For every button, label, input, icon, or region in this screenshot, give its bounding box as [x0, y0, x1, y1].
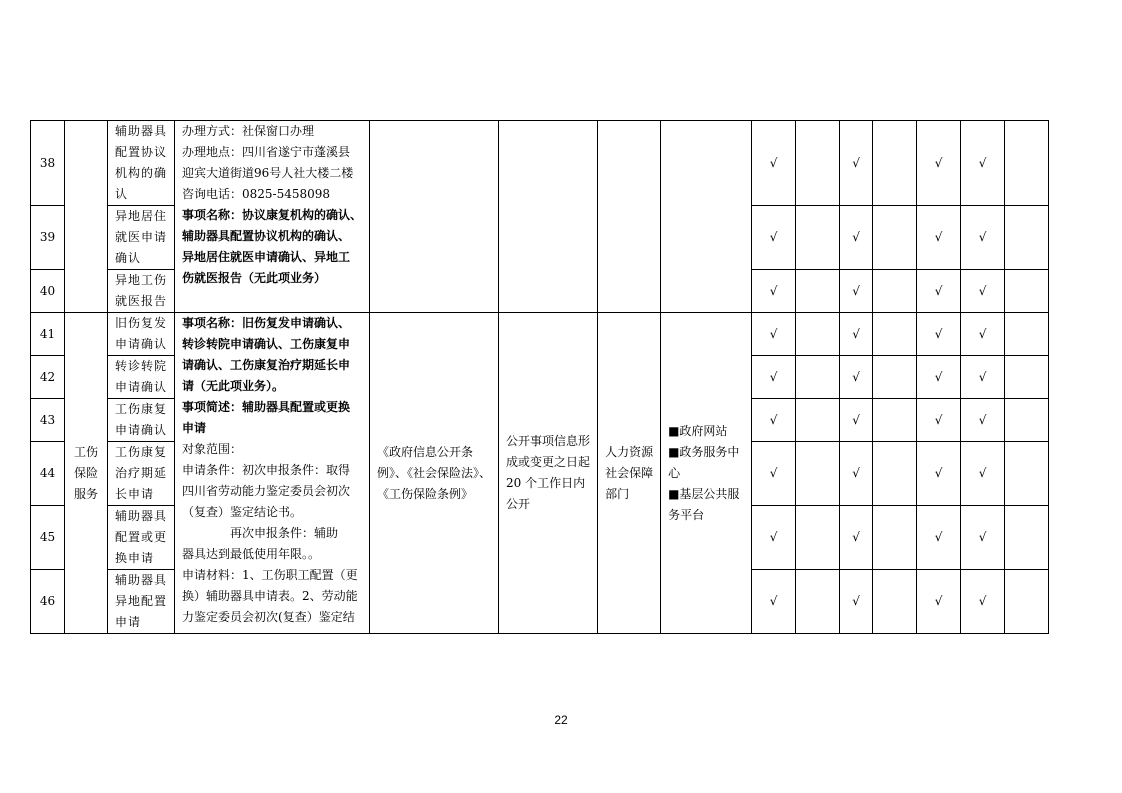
service-name: [108, 506, 175, 570]
description-line: 请确认、工伤康复治疗期延长申: [182, 358, 351, 372]
check-mark: √: [852, 369, 860, 384]
description-line: 事项名称：协议康复机构的确认、: [182, 208, 363, 222]
cell-line: 配置或更: [115, 530, 168, 544]
cell-line: 公开: [506, 497, 531, 511]
cell-line: 辅助器具: [115, 573, 168, 587]
check-cell: [873, 570, 917, 634]
check-mark: √: [934, 412, 943, 427]
check-mark: √: [852, 412, 860, 427]
check-cell: [840, 442, 873, 506]
check-cell: [917, 270, 961, 313]
row-number: 38: [31, 121, 65, 206]
check-mark: √: [978, 326, 987, 341]
check-mark: √: [852, 466, 860, 480]
check-cell: [840, 313, 873, 356]
service-name: [108, 270, 175, 313]
check-cell: [873, 356, 917, 399]
check-mark: √: [934, 283, 943, 298]
cell-line: 务平台: [668, 507, 705, 522]
responsible-department: [598, 313, 661, 634]
check-cell: [840, 399, 873, 442]
check-cell: [961, 399, 1005, 442]
check-mark: √: [978, 283, 987, 298]
description-line: 力鉴定委员会初次(复查）鉴定结: [182, 610, 355, 624]
check-cell: [1005, 121, 1049, 206]
cell-line: 异地配置: [115, 594, 168, 608]
cell-line: 申请: [115, 615, 142, 629]
empty-cell: [370, 121, 499, 313]
check-cell: [961, 506, 1005, 570]
check-mark: √: [769, 594, 778, 608]
check-cell: [873, 506, 917, 570]
check-cell: [752, 570, 796, 634]
cell-line: 服务: [73, 486, 98, 501]
disclosure-time: [499, 313, 598, 634]
description-line: 申请条件：初次申报条件：取得: [182, 463, 351, 477]
description-line: 四川省劳动能力鉴定委员会初次: [182, 484, 351, 498]
check-cell: [917, 399, 961, 442]
check-cell: [796, 506, 840, 570]
check-cell: [1005, 356, 1049, 399]
check-mark: √: [978, 594, 987, 608]
cell-line: 旧伤复发: [115, 316, 168, 330]
check-cell: [1005, 570, 1049, 634]
check-cell: [752, 206, 796, 270]
service-name: [108, 399, 175, 442]
cell-line: 《政府信息公开条: [377, 444, 474, 459]
cell-line: 换申请: [115, 551, 155, 565]
check-cell: [961, 442, 1005, 506]
cell-line: 辅助器具: [115, 124, 168, 138]
cell-line: ■政务服务中: [668, 444, 740, 459]
check-cell: [917, 570, 961, 634]
cell-line: 保险: [73, 465, 98, 480]
cell-line: 长申请: [115, 487, 155, 501]
check-cell: [1005, 206, 1049, 270]
check-mark: √: [934, 466, 943, 480]
description-line: 器具达到最低使用年限。。: [182, 547, 321, 561]
check-cell: [840, 506, 873, 570]
cell-line: ■政府网站: [668, 423, 728, 438]
check-mark: √: [934, 230, 943, 244]
check-mark: √: [978, 530, 987, 544]
check-cell: [796, 121, 840, 206]
check-cell: [961, 270, 1005, 313]
check-cell: [796, 356, 840, 399]
check-cell: [796, 270, 840, 313]
check-cell: [752, 313, 796, 356]
check-cell: [917, 356, 961, 399]
description-line: 咨询电话：0825-5458098: [182, 187, 331, 201]
check-cell: [1005, 442, 1049, 506]
check-cell: [873, 442, 917, 506]
row-number: 42: [31, 356, 65, 399]
empty-cell: [499, 121, 598, 313]
cell-line: 人力资源: [605, 444, 654, 459]
check-mark: √: [978, 230, 987, 244]
cell-line: 申请确认: [115, 423, 168, 437]
description-line: 申请: [182, 421, 207, 435]
check-cell: [796, 442, 840, 506]
cell-line: 就医申请: [115, 230, 168, 244]
cell-line: 治疗期延: [115, 466, 168, 480]
check-mark: √: [769, 155, 778, 170]
cell-line: 社会保障: [605, 465, 654, 480]
description-line: 办理方式：社保窗口办理: [182, 124, 315, 138]
table-row: [31, 313, 1049, 356]
description-block-2: [175, 313, 370, 634]
check-mark: √: [978, 466, 987, 480]
cell-line: 例》、《社会保险法》、: [377, 465, 492, 480]
check-cell: [796, 399, 840, 442]
check-cell: [840, 356, 873, 399]
cell-line: 配置协议: [115, 145, 168, 159]
check-mark: √: [852, 155, 860, 170]
check-cell: [961, 206, 1005, 270]
check-cell: [752, 399, 796, 442]
description-line: （复查）鉴定结论书。: [182, 505, 303, 519]
check-cell: [796, 206, 840, 270]
service-name: [108, 121, 175, 206]
cell-line: 异地居住: [115, 209, 168, 223]
check-cell: [796, 313, 840, 356]
description-line: 事项简述：辅助器具配置或更换: [182, 400, 351, 414]
check-cell: [1005, 313, 1049, 356]
check-mark: √: [934, 369, 943, 384]
row-number: 43: [31, 399, 65, 442]
check-mark: √: [852, 594, 860, 608]
service-name: [108, 356, 175, 399]
cell-line: 工伤康复: [115, 402, 168, 416]
row-number: 40: [31, 270, 65, 313]
cell-line: 转诊转院: [115, 359, 168, 373]
check-cell: [840, 121, 873, 206]
description-line: 申请材料：1、工伤职工配置（更: [182, 568, 358, 582]
check-cell: [1005, 506, 1049, 570]
check-mark: √: [978, 369, 987, 384]
check-mark: √: [852, 530, 860, 544]
check-cell: [1005, 399, 1049, 442]
check-cell: [917, 121, 961, 206]
description-line: 请（无此项业务）。: [182, 379, 285, 393]
check-mark: √: [769, 530, 778, 544]
description-line: 伤就医报告（无此项业务）: [182, 271, 327, 285]
description-line: 再次申报条件：辅助: [230, 526, 339, 540]
row-number: 46: [31, 570, 65, 634]
description-line: 迎宾大道街道96号人社大楼二楼: [182, 166, 354, 180]
check-cell: [752, 506, 796, 570]
cell-line: 公开事项信息形: [506, 434, 591, 448]
check-cell: [873, 270, 917, 313]
check-cell: [961, 570, 1005, 634]
service-name: [108, 570, 175, 634]
cell-line: 确认: [115, 251, 142, 265]
check-cell: [752, 356, 796, 399]
check-mark: √: [852, 230, 860, 244]
service-name: [108, 313, 175, 356]
check-mark: √: [852, 283, 860, 298]
cell-line: 20 个工作日内: [506, 476, 586, 490]
check-mark: √: [769, 283, 778, 298]
cell-line: ■基层公共服: [668, 486, 740, 501]
description-block-1: [175, 121, 370, 313]
service-name: [108, 442, 175, 506]
check-cell: [873, 121, 917, 206]
check-cell: [796, 570, 840, 634]
check-mark: √: [769, 230, 778, 244]
check-cell: [752, 121, 796, 206]
cell-line: 辅助器具: [115, 509, 168, 523]
check-cell: [752, 270, 796, 313]
check-cell: [961, 121, 1005, 206]
cell-line: 认: [115, 187, 129, 201]
check-mark: √: [934, 530, 943, 544]
law-basis: [370, 313, 499, 634]
description-line: 办理地点：四川省遂宁市蓬溪县: [182, 145, 351, 159]
check-cell: [752, 442, 796, 506]
description-line: 对象范围：: [182, 442, 243, 456]
check-cell: [840, 206, 873, 270]
check-mark: √: [769, 326, 778, 341]
cell-line: 成或变更之日起: [506, 455, 591, 469]
check-cell: [961, 356, 1005, 399]
check-cell: [1005, 270, 1049, 313]
check-cell: [917, 313, 961, 356]
description-line: 转诊转院申请确认、工伤康复申: [182, 337, 351, 351]
cell-line: 异地工伤: [115, 273, 168, 287]
cell-line: 《工伤保险条例》: [377, 486, 474, 501]
check-mark: √: [852, 326, 860, 341]
disclosure-channels: [661, 313, 752, 634]
category-cell-empty: [65, 121, 108, 313]
check-mark: √: [769, 369, 778, 384]
cell-line: 就医报告: [115, 294, 168, 308]
description-line: 辅助器具配置协议机构的确认、: [182, 229, 351, 243]
check-mark: √: [978, 412, 987, 427]
empty-cell: [661, 121, 752, 313]
cell-line: 工伤康复: [115, 445, 168, 459]
check-mark: √: [934, 155, 943, 170]
row-number: 39: [31, 206, 65, 270]
description-line: 事项名称：旧伤复发申请确认、: [182, 316, 351, 330]
cell-line: 部门: [605, 486, 630, 501]
cell-line: 申请确认: [115, 380, 168, 394]
check-cell: [873, 313, 917, 356]
check-mark: √: [769, 466, 778, 480]
row-number: 41: [31, 313, 65, 356]
description-line: 异地居住就医申请确认、异地工: [182, 250, 351, 264]
check-mark: √: [934, 594, 943, 608]
description-line: 换）辅助器具申请表。2、劳动能: [182, 589, 358, 603]
check-cell: [917, 206, 961, 270]
empty-cell: [598, 121, 661, 313]
category-cell: [65, 313, 108, 634]
check-cell: [873, 399, 917, 442]
cell-line: 心: [668, 465, 681, 480]
service-table: [30, 120, 1049, 634]
cell-line: 申请确认: [115, 337, 168, 351]
check-cell: [917, 506, 961, 570]
service-name: [108, 206, 175, 270]
check-cell: [873, 206, 917, 270]
cell-line: 机构的确: [115, 166, 168, 180]
check-mark: √: [934, 326, 943, 341]
table-row: [31, 121, 1049, 206]
row-number: 44: [31, 442, 65, 506]
check-cell: [840, 570, 873, 634]
check-mark: √: [978, 155, 987, 170]
page-number: 22: [554, 713, 568, 727]
check-cell: [840, 270, 873, 313]
row-number: 45: [31, 506, 65, 570]
cell-line: 工伤: [73, 444, 98, 459]
check-cell: [961, 313, 1005, 356]
check-mark: √: [769, 412, 778, 427]
check-cell: [917, 442, 961, 506]
